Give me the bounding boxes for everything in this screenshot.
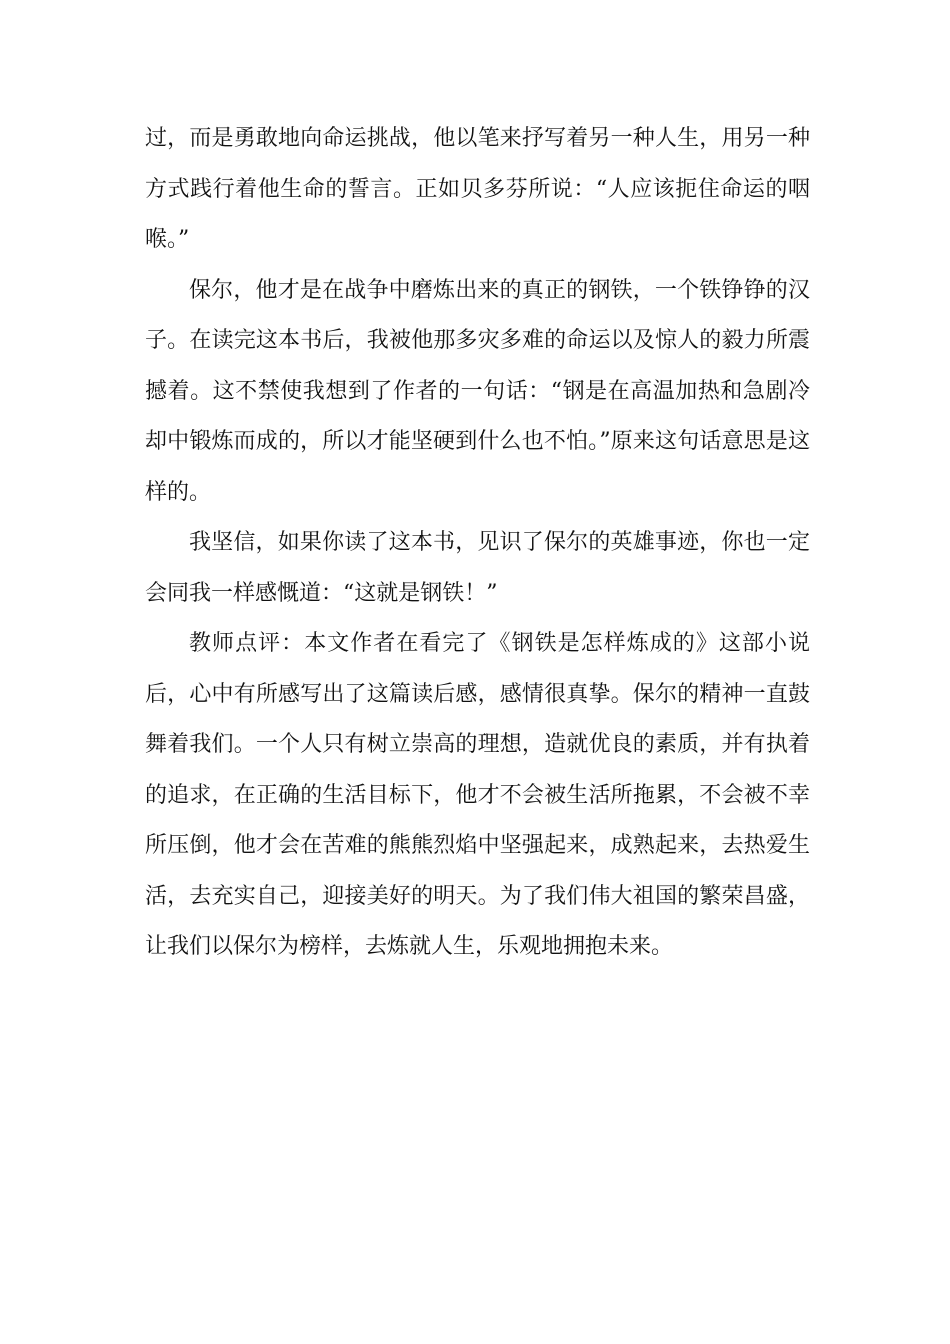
paragraph-teacher-comment: 教师点评：本文作者在看完了《钢铁是怎样炼成的》这部小说后，心中有所感写出了这篇读后感，感情很真挚。保尔的精神一直鼓舞着我们。一个人只有树立崇高的理想，造就优良的素质，并有执着的追求，在正确的生活目标下，他才不会被生活所拖累，不会被不幸所压倒，他才会在苦难的熊熊烈焰中坚强起来，成熟起来，去热爱生活，去充实自己，迎接美好的明天。为了我们伟大祖国的繁荣昌盛，让我们以保尔为榜样，去炼就人生，乐观地拥抱未来。 <box>145 631 810 959</box>
paragraph-belief: 我坚信，如果你读了这本书，见识了保尔的英雄事迹，你也一定会同我一样感慨道：“这就是钢铁！” <box>145 530 810 606</box>
document-body <box>145 114 810 973</box>
paragraph-continuation: 过，而是勇敢地向命运挑战，他以笔来抒写着另一种人生，用另一种方式践行着他生命的誓言。正如贝多芬所说：“人应该扼住命运的咽喉。” <box>145 126 810 252</box>
paragraph-paul-steel: 保尔，他才是在战争中磨炼出来的真正的钢铁，一个铁铮铮的汉子。在读完这本书后，我被他那多灾多难的命运以及惊人的毅力所震撼着。这不禁使我想到了作者的一句话：“钢是在高温加热和急剧冷却中锻炼而成的，所以才能坚硬到什么也不怕。”原来这句话意思是这样的。 <box>145 277 810 505</box>
